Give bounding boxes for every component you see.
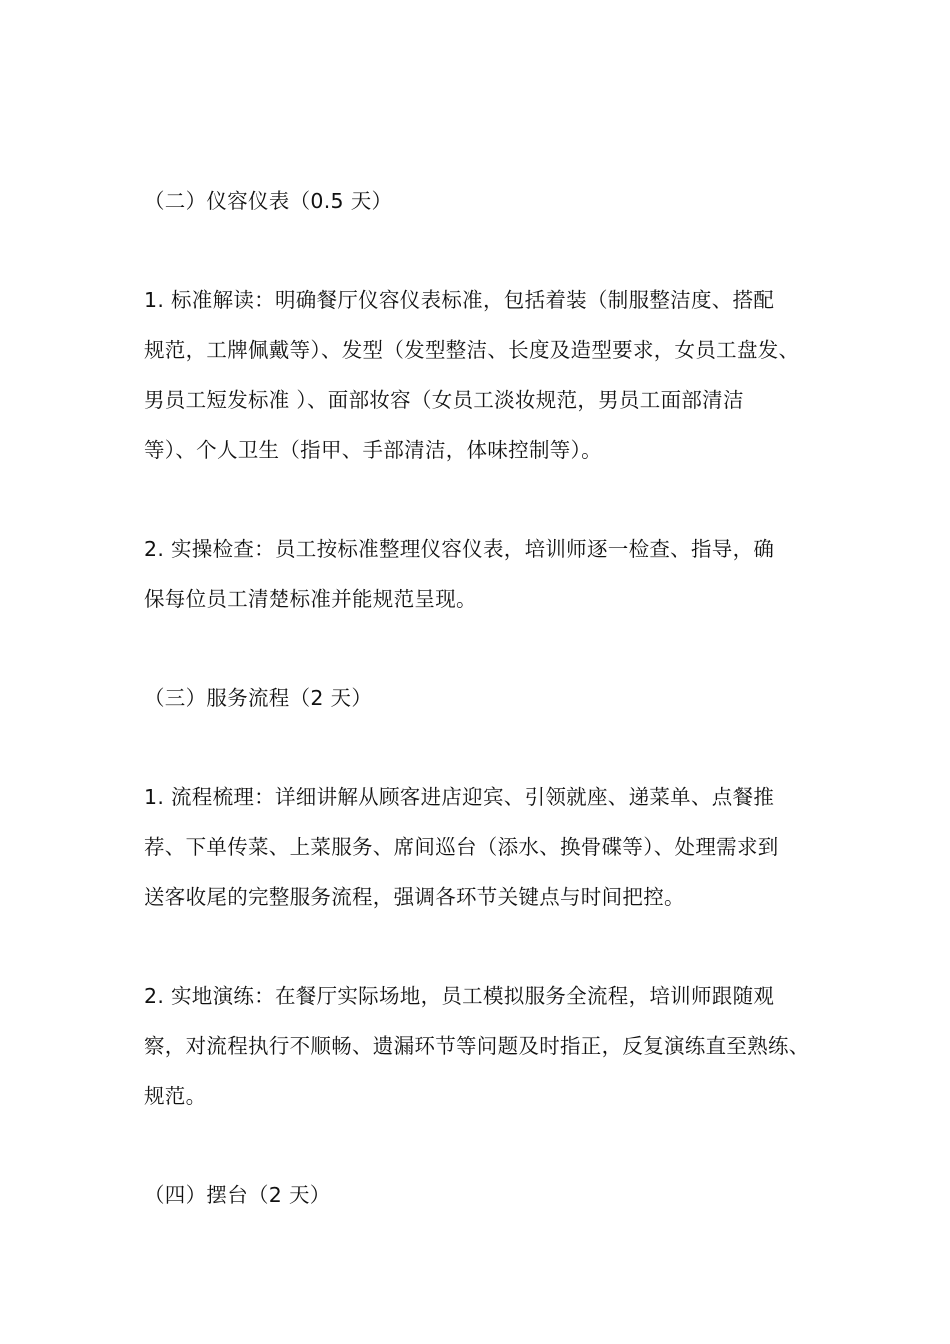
paragraph-line: 等）、个人卫生（指甲、手部清洁，体味控制等）。	[144, 438, 602, 462]
paragraph-line: 男员工短发标准 ）、面部妆容（女员工淡妆规范，男员工面部清洁	[144, 388, 744, 412]
section-heading-service-process: （三）服务流程（2 天）	[144, 686, 373, 710]
paragraph-line: 1. 流程梳理：详细讲解从顾客进店迎宾、引领就座、递菜单、点餐推	[144, 785, 775, 809]
section-heading-table-setting: （四）摆台（2 天）	[144, 1183, 331, 1207]
paragraph-line: 1. 标准解读：明确餐厅仪容仪表标准，包括着装（制服整洁度、搭配	[144, 288, 775, 312]
paragraph-line: 察，对流程执行不顺畅、遗漏环节等问题及时指正，反复演练直至熟练、	[144, 1034, 810, 1058]
paragraph-line: 送客收尾的完整服务流程，强调各环节关键点与时间把控。	[144, 885, 685, 909]
paragraph-line: 规范，工牌佩戴等）、发型（发型整洁、长度及造型要求，女员工盘发、	[144, 338, 800, 362]
paragraph-line: 2. 实地演练：在餐厅实际场地，员工模拟服务全流程，培训师跟随观	[144, 984, 775, 1008]
paragraph-line: 荐、下单传菜、上菜服务、席间巡台（添水、换骨碟等）、处理需求到	[144, 835, 779, 859]
paragraph-line: 保每位员工清楚标准并能规范呈现。	[144, 587, 477, 611]
paragraph-line: 2. 实操检查：员工按标准整理仪容仪表，培训师逐一检查、指导，确	[144, 537, 775, 561]
paragraph-line: 规范。	[144, 1084, 207, 1108]
section-heading-appearance: （二）仪容仪表（0.5 天）	[144, 189, 393, 213]
